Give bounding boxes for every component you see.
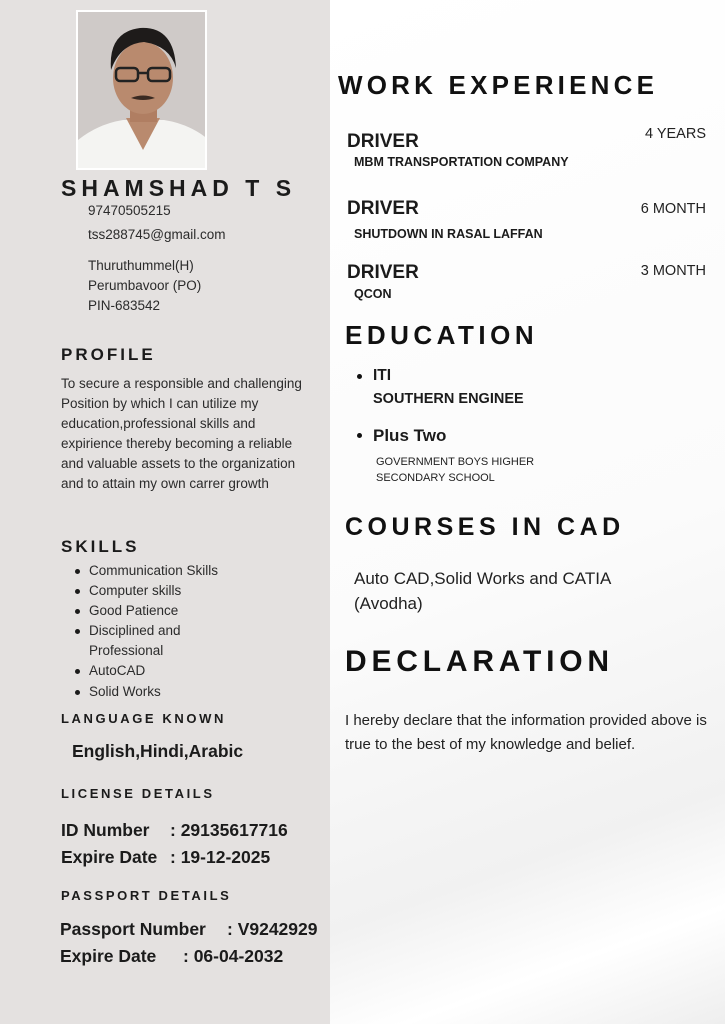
declaration-text: I hereby declare that the information provided above is true to the best of my knowledge and belief. (345, 712, 707, 753)
skills-list (89, 561, 239, 702)
license-id-value: : 29135617716 (170, 820, 288, 840)
license-heading: LICENSE DETAILS (61, 786, 215, 801)
skill-item: Disciplined and Professional (89, 621, 239, 661)
courses-text: Auto CAD,Solid Works and CATIA (Avodha) (354, 569, 611, 613)
education-item: ITI (373, 367, 392, 384)
job-title: DRIVER (347, 198, 419, 219)
job-duration: 4 YEARS (645, 126, 706, 142)
job-duration: 6 MONTH (640, 201, 706, 217)
skill-item: Good Patience (89, 601, 239, 621)
education-heading: EDUCATION (345, 320, 539, 350)
courses-heading: COURSES IN CAD (345, 513, 625, 541)
phone-number: 97470505215 (88, 203, 171, 218)
skill-item: AutoCAD (89, 661, 239, 681)
job-company: SHUTDOWN IN RASAL LAFFAN (354, 227, 543, 241)
skill-item: Communication Skills (89, 561, 239, 581)
passport-expire-value: : 06-04-2032 (183, 946, 284, 966)
passport-number-label: Passport Number (60, 919, 206, 939)
passport-number-value: : V9242929 (227, 919, 318, 939)
main-content (330, 0, 725, 1024)
email-address: tss288745@gmail.com (88, 227, 226, 242)
job-title: DRIVER (347, 262, 419, 283)
education-institution: SOUTHERN ENGINEE (373, 391, 524, 407)
profile-summary: To secure a responsible and challenging Position by which I can utilize my education,professional skills and expirience thereby becoming a reliable and valuable assets to the organization and to attain my own carrer growth (61, 376, 302, 492)
address-line: PIN-683542 (88, 298, 161, 313)
job-duration: 3 MONTH (640, 263, 706, 279)
education-institution: GOVERNMENT BOYS HIGHER SECONDARY SCHOOL (376, 456, 535, 484)
address-line: Perumbavoor (PO) (88, 278, 202, 293)
passport-expire-label: Expire Date (60, 946, 157, 966)
education-item: Plus Two (373, 426, 447, 445)
profile-heading: PROFILE (61, 345, 156, 364)
skill-item: Computer skills (89, 581, 239, 601)
languages-known: English,Hindi,Arabic (72, 741, 244, 761)
postal-address (88, 256, 201, 316)
language-heading: LANGUAGE KNOWN (61, 711, 226, 726)
job-company: MBM TRANSPORTATION COMPANY (354, 155, 569, 169)
job-company: QCON (354, 287, 392, 301)
work-experience-heading: WORK EXPERIENCE (338, 70, 659, 100)
person-portrait-image (78, 12, 207, 170)
profile-photo (76, 10, 207, 170)
passport-heading: PASSPORT DETAILS (61, 888, 232, 903)
license-id-label: ID Number (61, 820, 150, 840)
address-line: Thuruthummel(H) (88, 258, 194, 273)
declaration-heading: DECLARATION (345, 645, 614, 678)
skills-heading: SKILLS (61, 537, 140, 556)
license-expire-value: : 19-12-2025 (170, 847, 271, 867)
candidate-name: SHAMSHAD T S (61, 175, 297, 201)
job-title: DRIVER (347, 131, 419, 152)
skill-item: Solid Works (89, 682, 239, 702)
license-expire-label: Expire Date (61, 847, 158, 867)
